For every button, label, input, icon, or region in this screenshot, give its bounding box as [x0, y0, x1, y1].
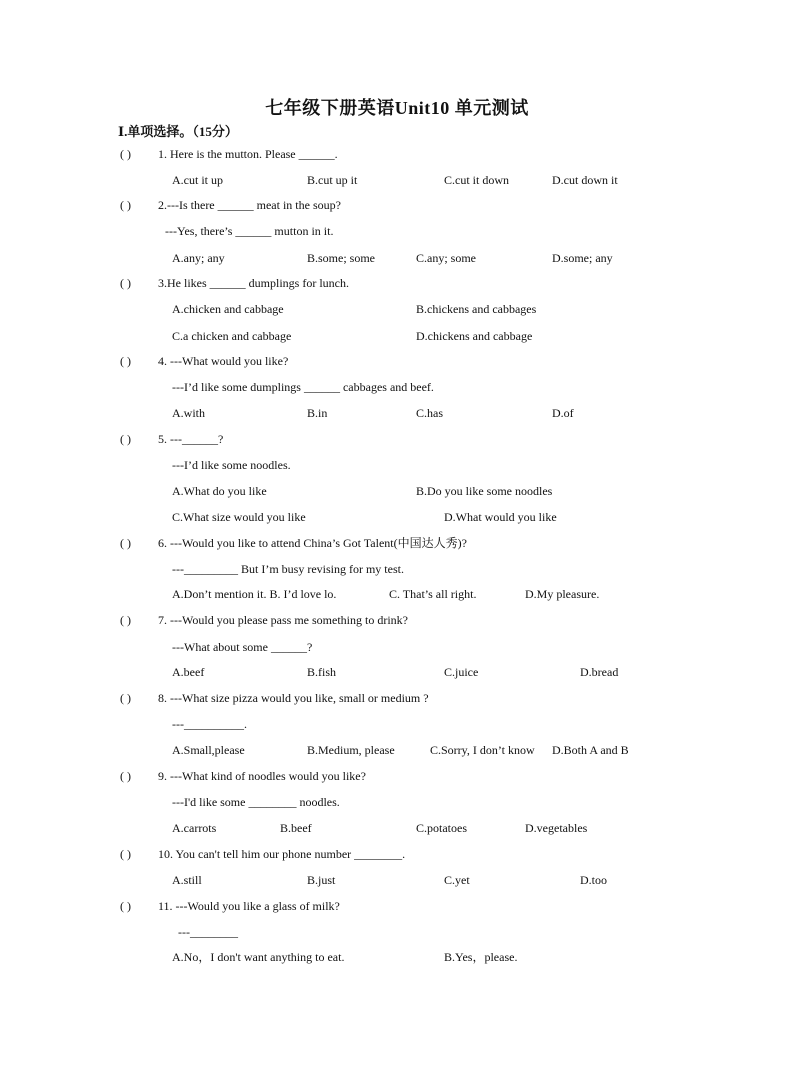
option-b[interactable]: B.cut up it	[307, 173, 358, 187]
option-d[interactable]: D.bread	[580, 665, 619, 679]
question-line: ---I’d like some noodles.	[172, 458, 291, 472]
option-c[interactable]: C.potatoes	[416, 821, 467, 835]
option-b[interactable]: B.in	[307, 406, 328, 420]
option-c[interactable]: C.cut it down	[444, 173, 509, 187]
option-a[interactable]: A.What do you like	[172, 484, 267, 498]
option-a[interactable]: A.beef	[172, 665, 205, 679]
option-b[interactable]: B.Do you like some noodles	[416, 484, 553, 498]
option-c[interactable]: C.juice	[444, 665, 479, 679]
option-b[interactable]: B.Yes，please.	[444, 950, 518, 964]
option-c[interactable]: C.Sorry, I don’t know	[430, 743, 535, 757]
question-stem: 1. Here is the mutton. Please ______.	[158, 147, 338, 161]
answer-paren[interactable]: ( )	[120, 432, 131, 446]
question-line: ---Yes, there’s ______ mutton in it.	[165, 224, 334, 238]
option-c[interactable]: C.has	[416, 406, 443, 420]
option-d[interactable]: D.too	[580, 873, 607, 887]
option-a[interactable]: A.chicken and cabbage	[172, 302, 284, 316]
option-b[interactable]: B.Medium, please	[307, 743, 395, 757]
option-a[interactable]: A.Small,please	[172, 743, 245, 757]
question-stem: 3.He likes ______ dumplings for lunch.	[158, 276, 349, 290]
answer-paren[interactable]: ( )	[120, 354, 131, 368]
option-d[interactable]: D.some; any	[552, 251, 613, 265]
answer-paren[interactable]: ( )	[120, 691, 131, 705]
option-d[interactable]: D.cut down it	[552, 173, 618, 187]
option-a[interactable]: A.cut it up	[172, 173, 223, 187]
option-d[interactable]: D.chickens and cabbage	[416, 329, 533, 343]
answer-paren[interactable]: ( )	[120, 613, 131, 627]
page-title: 七年级下册英语Unit10 单元测试	[265, 98, 529, 118]
question-stem: 2.---Is there ______ meat in the soup?	[158, 198, 341, 212]
option-b[interactable]: B.beef	[280, 821, 312, 835]
question-stem: 6. ---Would you like to attend China’s Got Talent(中国达人秀)?	[158, 536, 467, 550]
answer-paren[interactable]: ( )	[120, 769, 131, 783]
answer-paren[interactable]: ( )	[120, 147, 131, 161]
question-line: ---_________ But I’m busy revising for my test.	[172, 562, 404, 576]
question-line: ---________	[178, 925, 238, 939]
option-c[interactable]: C.What size would you like	[172, 510, 306, 524]
answer-paren[interactable]: ( )	[120, 276, 131, 290]
question-stem: 7. ---Would you please pass me something to drink?	[158, 613, 408, 627]
option-b[interactable]: B.some; some	[307, 251, 375, 265]
option-d[interactable]: D.of	[552, 406, 574, 420]
option-b[interactable]: B.fish	[307, 665, 337, 679]
option-d[interactable]: D.My pleasure.	[525, 587, 600, 601]
option-c[interactable]: C.any; some	[416, 251, 476, 265]
question-line: ---I’d like some dumplings ______ cabbages and beef.	[172, 380, 434, 394]
option-a[interactable]: A.any; any	[172, 251, 225, 265]
option-b[interactable]: B.chickens and cabbages	[416, 302, 537, 316]
question-stem: 9. ---What kind of noodles would you like?	[158, 769, 366, 783]
answer-paren[interactable]: ( )	[120, 198, 131, 212]
question-stem: 5. ---______?	[158, 432, 224, 446]
question-stem: 10. You can't tell him our phone number ________.	[158, 847, 406, 861]
option-a[interactable]: A.No，I don't want anything to eat.	[172, 950, 345, 964]
option-a[interactable]: A.carrots	[172, 821, 217, 835]
question-line: ---__________.	[172, 717, 247, 731]
option-a[interactable]: A.with	[172, 406, 205, 420]
answer-paren[interactable]: ( )	[120, 536, 131, 550]
question-stem: 8. ---What size pizza would you like, small or medium ?	[158, 691, 429, 705]
option-a[interactable]: A.still	[172, 873, 202, 887]
option-c[interactable]: C. That’s all right.	[389, 587, 477, 601]
option-b[interactable]: B.just	[307, 873, 336, 887]
option-d[interactable]: D.Both A and B	[552, 743, 629, 757]
option-d[interactable]: D.vegetables	[525, 821, 588, 835]
option-a[interactable]: A.Don’t mention it. B. I’d love lo.	[172, 587, 337, 601]
answer-paren[interactable]: ( )	[120, 847, 131, 861]
question-stem: 4. ---What would you like?	[158, 354, 289, 368]
answer-paren[interactable]: ( )	[120, 899, 131, 913]
option-c[interactable]: C.a chicken and cabbage	[172, 329, 292, 343]
question-stem: 11. ---Would you like a glass of milk?	[158, 899, 340, 913]
option-c[interactable]: C.yet	[444, 873, 470, 887]
section-heading: Ⅰ.单项选择。（15分）	[118, 124, 238, 139]
question-line: ---I'd like some ________ noodles.	[172, 795, 340, 809]
question-line: ---What about some ______?	[172, 640, 313, 654]
option-d[interactable]: D.What would you like	[444, 510, 557, 524]
